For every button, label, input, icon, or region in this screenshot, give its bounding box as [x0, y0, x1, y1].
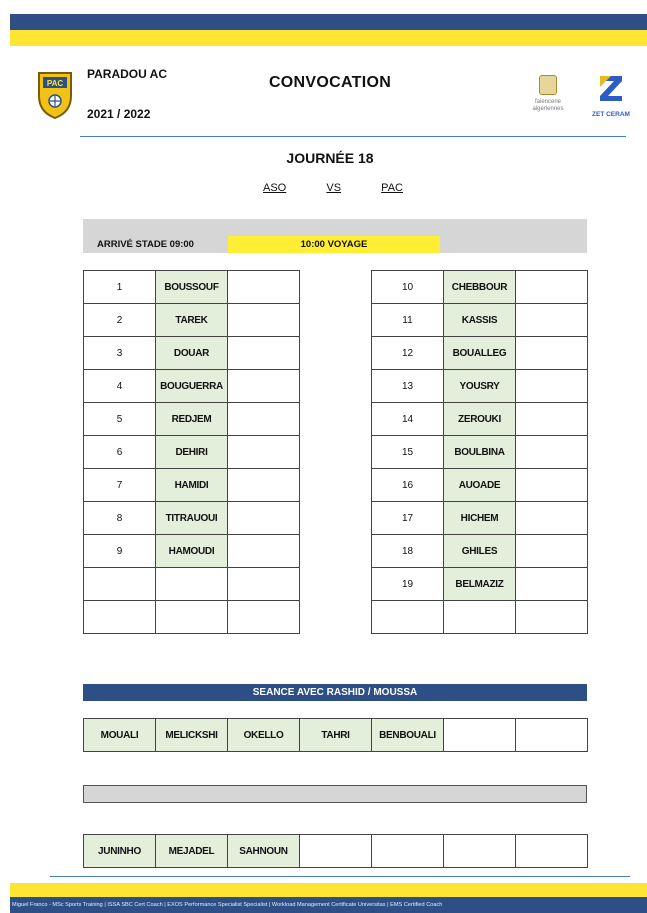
empty-cell	[516, 403, 588, 436]
player-name: ZEROUKI	[444, 403, 516, 436]
player-name: BELMAZIZ	[444, 568, 516, 601]
empty-cell	[516, 271, 588, 304]
player-name: KASSIS	[444, 304, 516, 337]
voyage-time: 10:00 VOYAGE	[228, 236, 440, 253]
season: 2021 / 2022	[87, 107, 151, 121]
player-number: 2	[84, 304, 156, 337]
player-number: 9	[84, 535, 156, 568]
player-name: DEHIRI	[156, 436, 228, 469]
squad-row	[372, 337, 588, 370]
player-name: JUNINHO	[84, 835, 156, 868]
players-row	[84, 835, 588, 868]
squad-row	[372, 469, 588, 502]
player-name: HICHEM	[444, 502, 516, 535]
empty-cell	[228, 403, 300, 436]
squad-row	[84, 601, 300, 634]
player-name: DOUAR	[156, 337, 228, 370]
empty-cell	[516, 436, 588, 469]
squad-row	[84, 436, 300, 469]
match-teams	[263, 182, 403, 194]
squad-row	[84, 271, 300, 304]
player-name: SAHNOUN	[228, 835, 300, 868]
away-team: PAC	[381, 182, 403, 194]
squad-row	[84, 304, 300, 337]
player-number: 12	[372, 337, 444, 370]
squad-row	[84, 535, 300, 568]
player-name: MEJADEL	[156, 835, 228, 868]
player-name: HAMOUDI	[156, 535, 228, 568]
top-band-blue	[10, 14, 647, 30]
player-name: HAMIDI	[156, 469, 228, 502]
player-number: 8	[84, 502, 156, 535]
squad-row	[372, 502, 588, 535]
player-number	[84, 568, 156, 601]
player-number: 1	[84, 271, 156, 304]
sponsor-logo-faiencerie	[526, 75, 570, 121]
player-name	[156, 601, 228, 634]
squad-row	[372, 370, 588, 403]
empty-cell	[516, 568, 588, 601]
player-name: TITRAUOUI	[156, 502, 228, 535]
player-name: CHEBBOUR	[444, 271, 516, 304]
player-number: 17	[372, 502, 444, 535]
empty-cell	[372, 835, 444, 868]
home-team: ASO	[263, 182, 287, 194]
player-name	[156, 568, 228, 601]
grey-separator-bar	[83, 785, 587, 803]
player-number: 14	[372, 403, 444, 436]
empty-cell	[516, 835, 588, 868]
player-number: 7	[84, 469, 156, 502]
empty-cell	[444, 719, 516, 752]
squad-row	[84, 568, 300, 601]
empty-cell	[516, 719, 588, 752]
empty-cell	[228, 271, 300, 304]
empty-cell	[228, 535, 300, 568]
empty-cell	[516, 370, 588, 403]
empty-cell	[228, 436, 300, 469]
empty-cell	[228, 502, 300, 535]
empty-cell	[228, 568, 300, 601]
footer-divider	[50, 876, 630, 877]
player-name: BENBOUALI	[372, 719, 444, 752]
zet-ceram-z-icon	[597, 73, 625, 103]
arrival-time: ARRIVÉ STADE 09:00	[97, 239, 194, 250]
sponsor-logo-zet-ceram	[588, 73, 634, 123]
empty-cell	[516, 337, 588, 370]
empty-cell	[516, 502, 588, 535]
player-name: MELICKSHI	[156, 719, 228, 752]
empty-cell	[516, 535, 588, 568]
player-number: 5	[84, 403, 156, 436]
player-number: 4	[84, 370, 156, 403]
squad-row	[372, 601, 588, 634]
empty-cell	[516, 304, 588, 337]
player-name: OKELLO	[228, 719, 300, 752]
empty-cell	[516, 469, 588, 502]
player-number: 10	[372, 271, 444, 304]
header-divider	[80, 136, 626, 137]
seance-players-table	[83, 718, 588, 752]
empty-cell	[228, 370, 300, 403]
player-number: 16	[372, 469, 444, 502]
player-number: 6	[84, 436, 156, 469]
player-number	[84, 601, 156, 634]
sponsor2-text: ZET CERAM	[592, 111, 630, 118]
empty-cell	[228, 469, 300, 502]
player-number: 3	[84, 337, 156, 370]
empty-cell	[516, 601, 588, 634]
club-logo	[36, 70, 74, 120]
squad-row	[372, 304, 588, 337]
squad-row	[372, 271, 588, 304]
player-name: BOUGUERRA	[156, 370, 228, 403]
squad-row	[84, 403, 300, 436]
player-name: REDJEM	[156, 403, 228, 436]
player-name: BOULBINA	[444, 436, 516, 469]
player-name: GHILES	[444, 535, 516, 568]
player-name: BOUALLEG	[444, 337, 516, 370]
player-name: TAHRI	[300, 719, 372, 752]
squad-row	[372, 568, 588, 601]
squad-row	[84, 370, 300, 403]
empty-cell	[228, 601, 300, 634]
club-logo-text: PAC	[46, 79, 64, 88]
club-name: PARADOU AC	[87, 67, 167, 81]
player-name: TAREK	[156, 304, 228, 337]
player-number: 15	[372, 436, 444, 469]
squad-row	[84, 502, 300, 535]
seance-header: SEANCE AVEC RASHID / MOUSSA	[83, 684, 587, 701]
player-number: 19	[372, 568, 444, 601]
player-name	[444, 601, 516, 634]
empty-cell	[228, 304, 300, 337]
squad-row	[372, 403, 588, 436]
player-number: 11	[372, 304, 444, 337]
vs-label: VS	[326, 182, 342, 194]
player-number: 18	[372, 535, 444, 568]
squad-table-left	[83, 270, 300, 634]
squad-row	[372, 436, 588, 469]
player-name: BOUSSOUF	[156, 271, 228, 304]
squad-row	[372, 535, 588, 568]
players-row	[84, 719, 588, 752]
squad-row	[84, 469, 300, 502]
empty-cell	[444, 835, 516, 868]
player-number: 13	[372, 370, 444, 403]
matchday-title: JOURNÉE 18	[286, 150, 374, 166]
squad-table-right	[371, 270, 588, 634]
player-name: YOUSRY	[444, 370, 516, 403]
sponsor-mark-icon	[539, 75, 557, 95]
bottom-players-table	[83, 834, 588, 868]
top-band-yellow	[10, 30, 647, 46]
player-number	[372, 601, 444, 634]
footer-credits: Miguel Franco - MSc Sports Training | ISSA SBC Cert Coach | EXOS Performance Specialist Specialist | Workload Management Certificate Universitas | EMS Certified Coach	[10, 897, 647, 913]
sponsor1-text: faiencerie algeriennes	[532, 99, 564, 112]
player-name: AUOADE	[444, 469, 516, 502]
empty-cell	[300, 835, 372, 868]
footer-band-yellow	[10, 883, 647, 897]
empty-cell	[228, 337, 300, 370]
squad-row	[84, 337, 300, 370]
document-title: CONVOCATION	[268, 74, 392, 91]
player-name: MOUALI	[84, 719, 156, 752]
